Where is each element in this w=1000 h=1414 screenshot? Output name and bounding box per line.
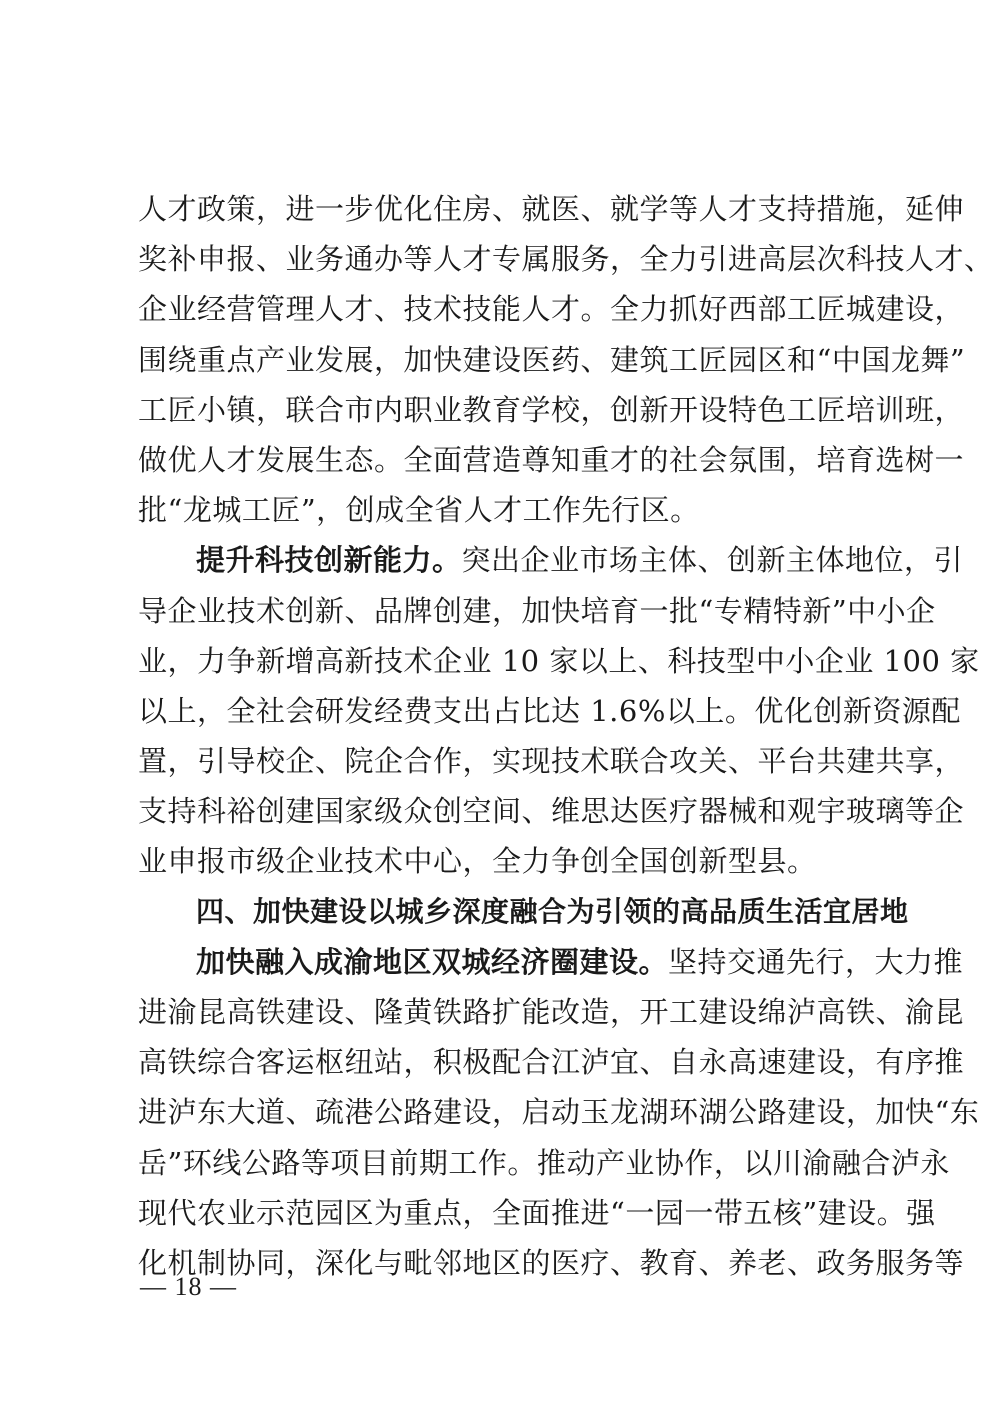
paragraph-line: 高铁综合客运枢纽站，积极配合江泸宜、自永高速建设，有序推 <box>138 1045 965 1080</box>
paragraph-line: 现代农业示范园区为重点，全面推进“一园一带五核”建设。强 <box>138 1195 936 1230</box>
page-number: — 18 — <box>140 1272 237 1301</box>
document-body <box>138 184 994 1288</box>
paragraph-line: 业申报市级企业技术中心，全力争创全国创新型县。 <box>138 844 817 879</box>
paragraph-line: 进渝昆高铁建设、隆黄铁路扩能改造，开工建设绵泸高铁、渝昆 <box>138 995 965 1029</box>
paragraph-line: 围绕重点产业发展，加快建设医药、建筑工匠园区和“中国龙舞” <box>138 342 966 377</box>
paragraph-line: 做优人才发展生态。全面营造尊知重才的社会氛围，培育选树一 <box>138 442 965 477</box>
paragraph-line: 工匠小镇，联合市内职业教育学校，创新开设特色工匠培训班， <box>138 392 965 427</box>
paragraph-line: 进泸东大道、疏港公路建设，启动玉龙湖环湖公路建设，加快“东 <box>138 1095 980 1130</box>
section-heading: 四、加快建设以城乡深度融合为引领的高品质生活宜居地 <box>196 894 909 928</box>
paragraph-first-line <box>138 535 964 585</box>
paragraph-line: 业，力争新增高新技术企业 10 家以上、科技型中小企业 100 家 <box>138 643 980 678</box>
paragraph-line: 批“龙城工匠”，创成全省人才工作先行区。 <box>138 493 700 528</box>
paragraph-lead: 加快融入成渝地区双城经济圈建设。 <box>196 944 669 979</box>
paragraph-line: 岳”环线公路等项目前期工作。推动产业协作，以川渝融合泸永 <box>138 1145 950 1180</box>
paragraph-line: 企业经营管理人才、技术技能人才。全力抓好西部工匠城建设， <box>138 292 965 327</box>
paragraph-line: 支持科裕创建国家级众创空间、维思达医疗器械和观宇玻璃等企 <box>138 794 965 829</box>
paragraph-line: 以上，全社会研发经费支出占比达 1.6%以上。优化创新资源配 <box>138 693 961 728</box>
paragraph-first-line <box>138 937 964 987</box>
paragraph-line: 置，引导校企、院企合作，实现技术联合攻关、平台共建共享， <box>138 744 965 779</box>
paragraph-text: 坚持交通先行，大力推 <box>668 944 964 979</box>
paragraph-line: 化机制协同，深化与毗邻地区的医疗、教育、养老、政务服务等 <box>138 1245 965 1280</box>
paragraph-line: 人才政策，进一步优化住房、就医、就学等人才支持措施，延伸 <box>138 192 965 226</box>
paragraph-line: 奖补申报、业务通办等人才专属服务，全力引进高层次科技人才、 <box>138 242 994 277</box>
paragraph-text: 突出企业市场主体、创新主体地位，引 <box>461 543 964 578</box>
paragraph-line: 导企业技术创新、品牌创建，加快培育一批“专精特新”中小企 <box>138 593 936 628</box>
paragraph-lead: 提升科技创新能力。 <box>196 543 462 578</box>
